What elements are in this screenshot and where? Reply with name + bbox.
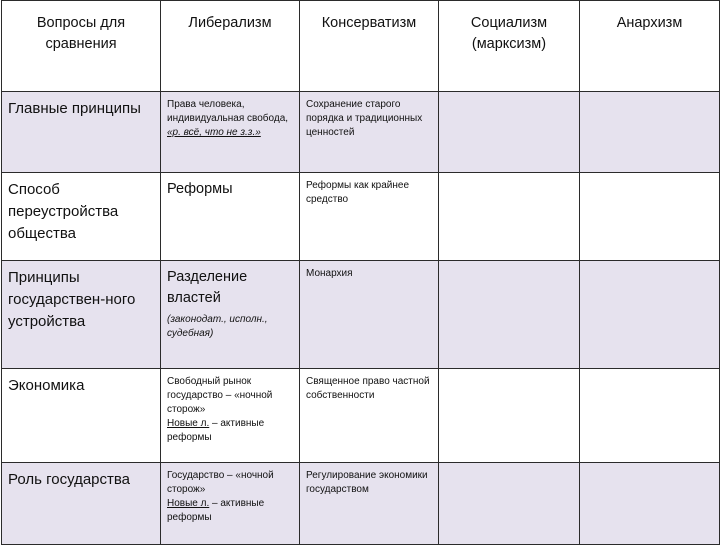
table-row-state-structure bbox=[2, 261, 720, 369]
question-cell bbox=[2, 369, 161, 463]
header-row bbox=[2, 1, 720, 92]
liberalism-main-text: Свободный рынок государство – «ночной сторож» bbox=[167, 376, 273, 415]
liberalism-text bbox=[161, 369, 299, 445]
liberalism-text: Реформы bbox=[167, 181, 233, 197]
comparison-table bbox=[1, 0, 720, 545]
liberalism-text bbox=[161, 92, 299, 140]
question-cell bbox=[2, 463, 161, 545]
liberalism-text bbox=[161, 463, 299, 525]
anarchism-cell bbox=[580, 463, 720, 545]
conservatism-cell bbox=[300, 92, 439, 173]
header-anarchism: Анархизм bbox=[580, 1, 720, 92]
liberalism-cell bbox=[161, 261, 300, 369]
liberalism-rest-text: – активные реформы bbox=[167, 418, 265, 443]
question-cell bbox=[2, 261, 161, 369]
liberalism-main-text: Права человека, индивидуальная свобода, bbox=[167, 99, 289, 124]
conservatism-text: Монархия bbox=[306, 268, 353, 279]
conservatism-text: Священное право частной собственности bbox=[306, 376, 430, 401]
conservatism-text: Регулирование экономики государством bbox=[306, 470, 428, 495]
header-conservatism: Консерватизм bbox=[300, 1, 439, 92]
conservatism-cell bbox=[300, 261, 439, 369]
liberalism-italic-text: «р. всё, что не з.з.» bbox=[167, 127, 261, 138]
socialism-cell bbox=[439, 261, 580, 369]
question-label: Способ переустройства общества bbox=[8, 181, 119, 242]
socialism-cell bbox=[439, 463, 580, 545]
question-cell bbox=[2, 173, 161, 261]
table-row-reform-method bbox=[2, 173, 720, 261]
question-label: Принципы государствен-ного устройства bbox=[8, 269, 136, 330]
socialism-cell bbox=[439, 369, 580, 463]
liberalism-cell bbox=[161, 173, 300, 261]
anarchism-cell bbox=[580, 92, 720, 173]
conservatism-text: Реформы как крайнее средство bbox=[306, 180, 410, 205]
liberalism-underlined-text: Новые л. bbox=[167, 498, 210, 509]
socialism-cell bbox=[439, 92, 580, 173]
question-cell bbox=[2, 92, 161, 173]
liberalism-cell bbox=[161, 92, 300, 173]
conservatism-cell bbox=[300, 173, 439, 261]
header-liberalism: Либерализм bbox=[161, 1, 300, 92]
anarchism-cell bbox=[580, 261, 720, 369]
header-socialism: Социализм (марксизм) bbox=[439, 1, 580, 92]
liberalism-note: (законодат., исполн., судебная) bbox=[167, 314, 268, 339]
conservatism-text: Сохранение старого порядка и традиционных ценностей bbox=[306, 99, 423, 138]
liberalism-rest-text: – активные реформы bbox=[167, 498, 265, 523]
table-row-state-role bbox=[2, 463, 720, 545]
socialism-cell bbox=[439, 173, 580, 261]
anarchism-cell bbox=[580, 369, 720, 463]
header-questions: Вопросы для сравнения bbox=[2, 1, 161, 92]
table-row-main-principles bbox=[2, 92, 720, 173]
liberalism-cell bbox=[161, 463, 300, 545]
liberalism-cell bbox=[161, 369, 300, 463]
question-label: Экономика bbox=[8, 377, 85, 394]
liberalism-underlined-text: Новые л. bbox=[167, 418, 210, 429]
question-label: Роль государства bbox=[8, 471, 131, 488]
liberalism-main-text: Государство – «ночной сторож» bbox=[167, 470, 274, 495]
table-row-economy bbox=[2, 369, 720, 463]
anarchism-cell bbox=[580, 173, 720, 261]
conservatism-cell bbox=[300, 369, 439, 463]
question-label: Главные принципы bbox=[8, 100, 141, 117]
liberalism-text: Разделение властей bbox=[167, 269, 248, 306]
conservatism-cell bbox=[300, 463, 439, 545]
